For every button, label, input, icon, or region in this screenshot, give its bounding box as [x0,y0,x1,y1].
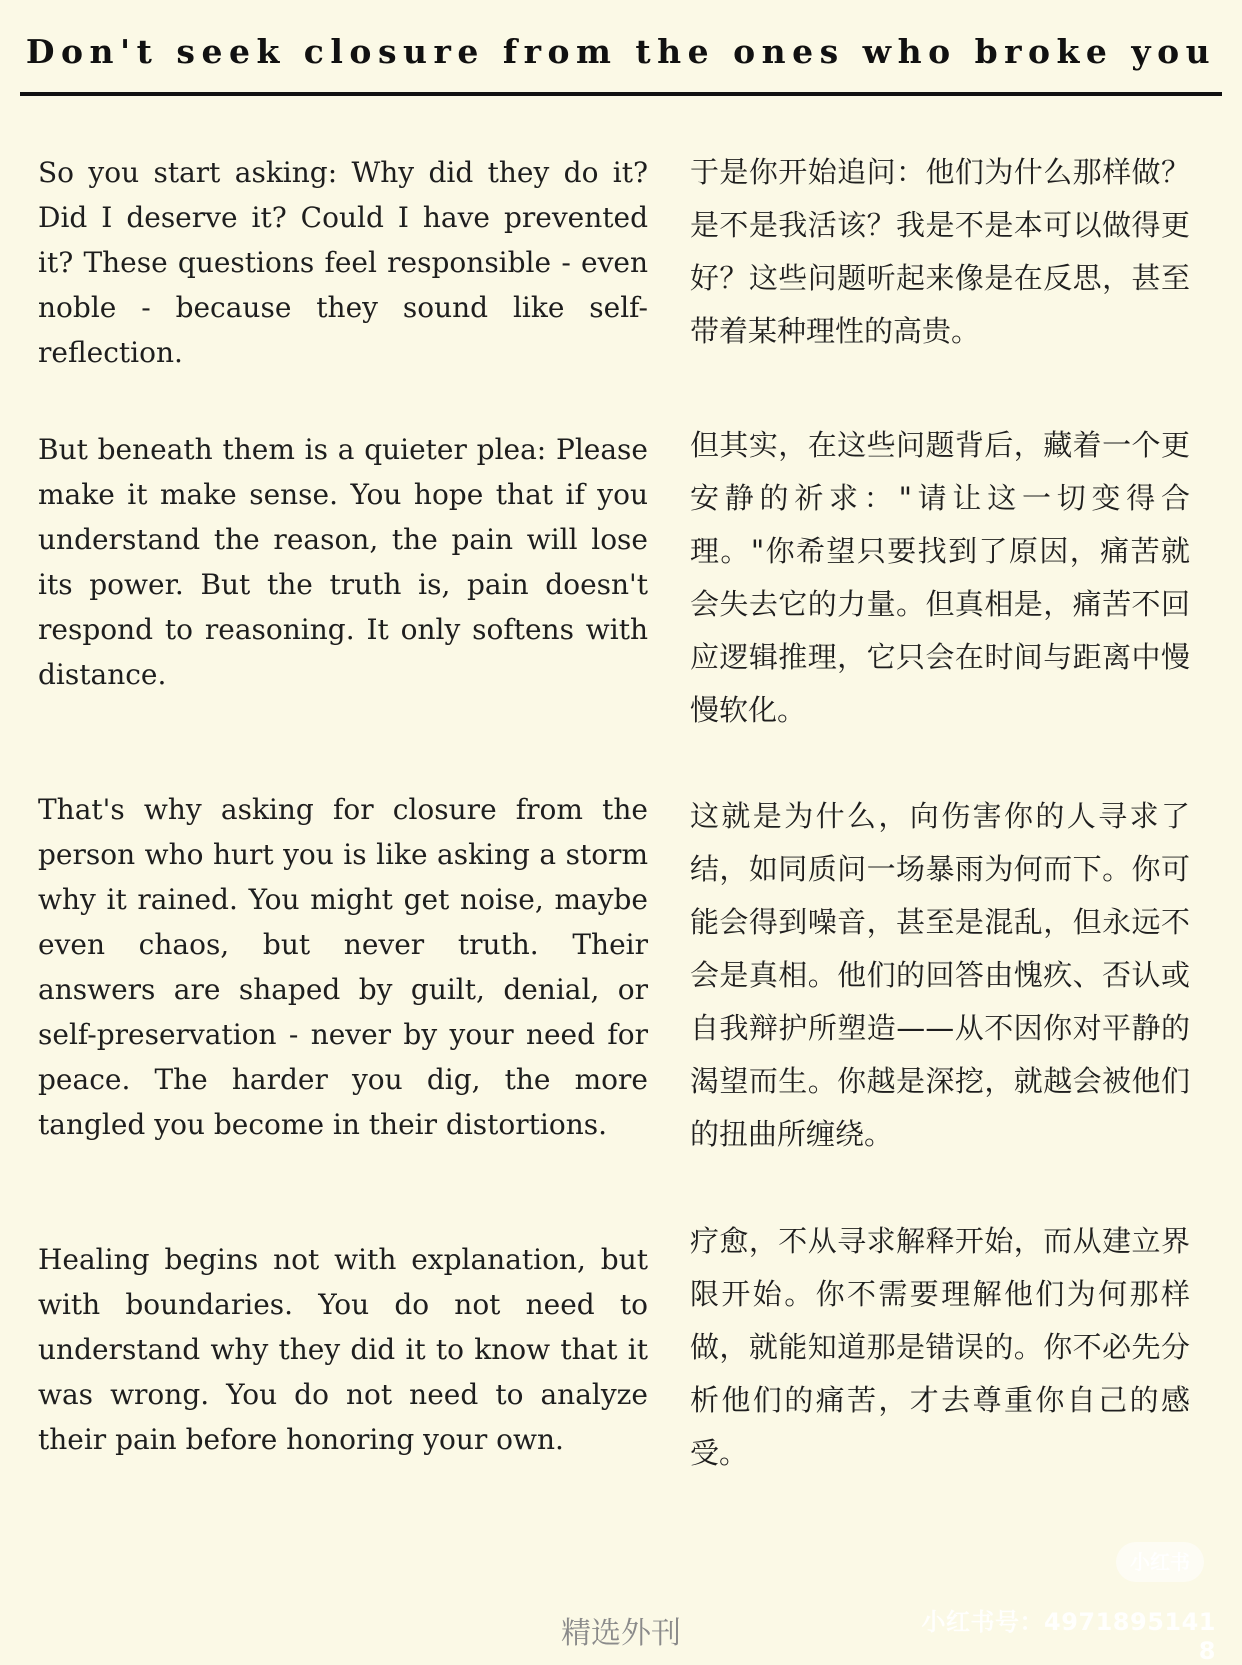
page-title: Don't seek closure from the ones who broke you [25,32,1217,71]
paragraph-1-english: So you start asking: Why did they do it? Did I deserve it? Could I have prevented it? These questions feel responsible - even noble - because they sound like self-reflection. [38,156,648,369]
paragraph-4-chinese: 疗愈，不从寻求解释开始，而从建立界限开始。你不需要理解他们为何那样做，就能知道那是错误的。你不必先分析他们的痛苦，才去尊重你自己的感受。 [690,1224,1190,1470]
page-header [20,0,1222,96]
paragraph-3-chinese: 这就是为什么，向伤害你的人寻求了结，如同质问一场暴雨为何而下。你可能会得到噪音，甚至是混乱，但永远不会是真相。他们的回答由愧疚、否认或自我辩护所塑造——从不因你对平静的渴望而生。你越是深挖，就越会被他们的扭曲所缠绕。 [690,799,1190,1151]
paragraph-3-english: That's why asking for closure from the person who hurt you is like asking a storm why it rained. You might get noise, maybe even chaos, but never truth. Their answers are shaped by guilt, denial, or self-preservation - never by your need for peace. The harder you dig, the more tangled you become in their distortions. [38,793,648,1141]
paragraph-2-english: But beneath them is a quieter plea: Please make it make sense. You hope that if you understand the reason, the pain will lose its power. But the truth is, pain doesn't respond to reasoning. It only softens with distance. [38,433,648,691]
paragraph-1-chinese: 于是你开始追问：他们为什么那样做？是不是我活该？我是不是本可以做得更好？这些问题听起来像是在反思，甚至带着某种理性的高贵。 [690,155,1190,348]
watermark-account-id: 小红书号：4971895141 8 [921,1608,1216,1665]
footer-brand: 精选外刊 [561,1616,681,1651]
watermark-logo: 小红书 [1116,1542,1204,1582]
paragraph-4-english: Healing begins not with explanation, but with boundaries. You do not need to understand why they did it to know that it was wrong. You do not need to analyze their pain before honoring your own. [38,1243,648,1456]
paragraph-2-chinese: 但其实，在这些问题背后，藏着一个更安静的祈求："请让这一切变得合理。"你希望只要找到了原因，痛苦就会失去它的力量。但真相是，痛苦不回应逻辑推理，它只会在时间与距离中慢慢软化。 [690,428,1190,727]
